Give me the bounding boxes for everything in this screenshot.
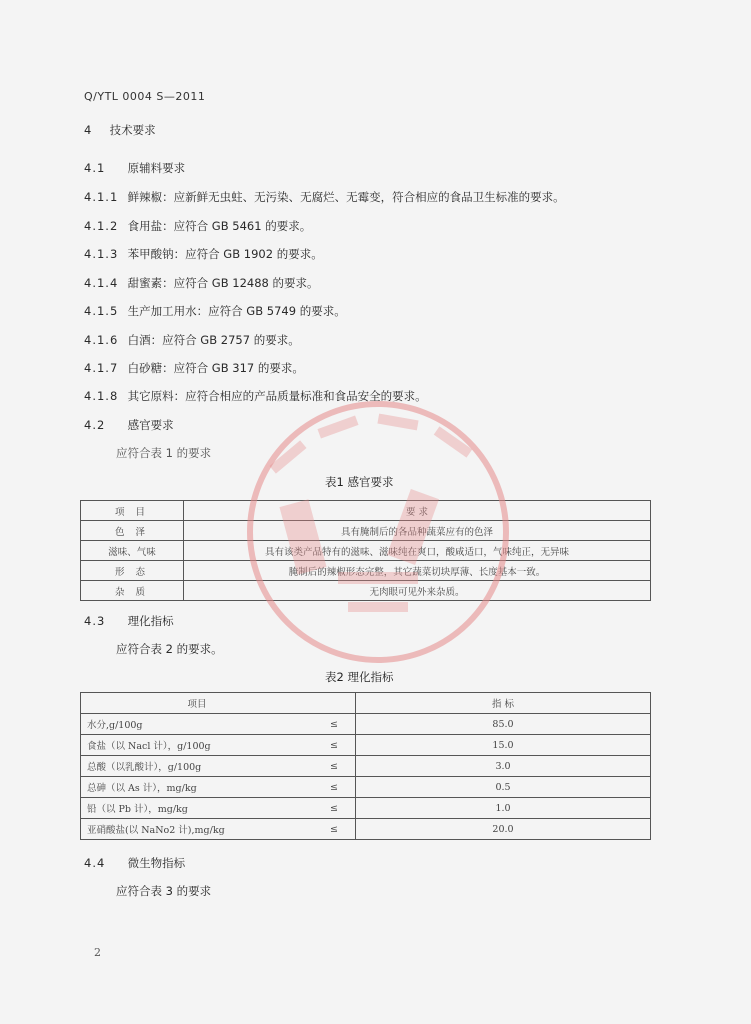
physicochemical-indicators-table bbox=[80, 692, 651, 840]
section-4-3-heading bbox=[84, 613, 174, 629]
section-number: 4.2 bbox=[84, 418, 106, 432]
indicator-cell: 水分,g/100g bbox=[81, 714, 314, 735]
clause-number: 4.1.6 bbox=[84, 333, 119, 347]
clause-number: 4.1.1 bbox=[84, 190, 119, 204]
clause-text: 苯甲酸钠：应符合 GB 1902 的要求。 bbox=[127, 247, 323, 261]
table-row bbox=[81, 541, 651, 561]
item-cell: 滋味、气味 bbox=[81, 541, 184, 561]
clause-4-1-3 bbox=[84, 246, 323, 262]
item-cell: 色 泽 bbox=[81, 521, 184, 541]
section-number: 4 bbox=[84, 123, 93, 137]
value-cell: 15.0 bbox=[356, 735, 651, 756]
clause-number: 4.1.8 bbox=[84, 389, 119, 403]
requirement-cell: 腌制后的辣椒形态完整，其它蔬菜切块厚薄、长度基本一致。 bbox=[184, 561, 651, 581]
clause-4-1-6 bbox=[84, 332, 300, 348]
section-title: 微生物指标 bbox=[127, 856, 186, 870]
clause-number: 4.1.4 bbox=[84, 276, 119, 290]
clause-4-1-2 bbox=[84, 218, 311, 234]
requirement-cell: 具有腌制后的各品种蔬菜应有的色泽 bbox=[184, 521, 651, 541]
table-row bbox=[81, 798, 651, 819]
clause-4-1-4 bbox=[84, 275, 319, 291]
operator-cell: ≤ bbox=[313, 756, 356, 777]
value-cell: 20.0 bbox=[356, 819, 651, 840]
value-cell: 85.0 bbox=[356, 714, 651, 735]
section-title: 原辅料要求 bbox=[127, 161, 186, 175]
clause-number: 4.1.5 bbox=[84, 304, 119, 318]
section-title: 技术要求 bbox=[109, 123, 156, 137]
clause-text: 白酒：应符合 GB 2757 的要求。 bbox=[127, 333, 300, 347]
section-number: 4.3 bbox=[84, 614, 106, 628]
sensory-requirements-table bbox=[80, 500, 651, 601]
standard-code: Q/YTL 0004 S—2011 bbox=[84, 90, 206, 103]
clause-text: 鲜辣椒：应新鲜无虫蛀、无污染、无腐烂、无霉变，符合相应的食品卫生标准的要求。 bbox=[127, 190, 565, 204]
indicator-cell: 总砷（以 As 计），mg/kg bbox=[81, 777, 314, 798]
table-row bbox=[81, 561, 651, 581]
operator-cell: ≤ bbox=[313, 735, 356, 756]
clause-4-1-5 bbox=[84, 303, 346, 319]
section-4-2-heading bbox=[84, 417, 174, 433]
section-4-4-heading bbox=[84, 855, 185, 871]
requirement-cell: 无肉眼可见外来杂质。 bbox=[184, 581, 651, 601]
header-cell: 指 标 bbox=[356, 693, 651, 714]
table-row bbox=[81, 735, 651, 756]
clause-4-1-8 bbox=[84, 388, 427, 404]
requirement-cell: 具有该类产品特有的滋味、滋味纯在爽口，酸咸适口，气味纯正，无异味 bbox=[184, 541, 651, 561]
section-number: 4.4 bbox=[84, 856, 106, 870]
value-cell: 0.5 bbox=[356, 777, 651, 798]
clause-text: 生产加工用水：应符合 GB 5749 的要求。 bbox=[127, 304, 346, 318]
section-4-4-text: 应符合表 3 的要求 bbox=[116, 884, 212, 898]
value-cell: 1.0 bbox=[356, 798, 651, 819]
indicator-cell: 亚硝酸盐(以 NaNo2 计),mg/kg bbox=[81, 819, 314, 840]
header-cell: 项目 bbox=[81, 693, 314, 714]
item-cell: 杂 质 bbox=[81, 581, 184, 601]
indicator-cell: 铅（以 Pb 计），mg/kg bbox=[81, 798, 314, 819]
table-row bbox=[81, 581, 651, 601]
header-cell: 要 求 bbox=[184, 501, 651, 521]
table-row bbox=[81, 756, 651, 777]
table-row bbox=[81, 714, 651, 735]
section-number: 4.1 bbox=[84, 161, 106, 175]
clause-text: 甜蜜素：应符合 GB 12488 的要求。 bbox=[127, 276, 319, 290]
operator-cell: ≤ bbox=[313, 798, 356, 819]
section-4-1-heading bbox=[84, 160, 185, 176]
header-cell bbox=[313, 693, 356, 714]
indicator-cell: 总酸（以乳酸计），g/100g bbox=[81, 756, 314, 777]
clause-number: 4.1.2 bbox=[84, 219, 119, 233]
clause-text: 其它原料：应符合相应的产品质量标准和食品安全的要求。 bbox=[127, 389, 427, 403]
table-header-row bbox=[81, 501, 651, 521]
clause-number: 4.1.3 bbox=[84, 247, 119, 261]
table-row bbox=[81, 819, 651, 840]
value-cell: 3.0 bbox=[356, 756, 651, 777]
item-cell: 形 态 bbox=[81, 561, 184, 581]
table-header-row bbox=[81, 693, 651, 714]
table2-caption: 表2 理化指标 bbox=[325, 670, 394, 684]
operator-cell: ≤ bbox=[313, 819, 356, 840]
section-title: 理化指标 bbox=[127, 614, 174, 628]
header-cell: 项 目 bbox=[81, 501, 184, 521]
clause-number: 4.1.7 bbox=[84, 361, 119, 375]
table1-caption: 表1 感官要求 bbox=[325, 475, 394, 489]
page-number: 2 bbox=[94, 946, 101, 959]
section-4-2-text: 应符合表 1 的要求 bbox=[116, 446, 212, 460]
operator-cell: ≤ bbox=[313, 777, 356, 798]
clause-4-1-1 bbox=[84, 189, 565, 205]
section-title: 感官要求 bbox=[127, 418, 174, 432]
section-4-heading bbox=[84, 122, 156, 138]
indicator-cell: 食盐（以 Nacl 计），g/100g bbox=[81, 735, 314, 756]
operator-cell: ≤ bbox=[313, 714, 356, 735]
section-4-3-text: 应符合表 2 的要求。 bbox=[116, 642, 223, 656]
clause-4-1-7 bbox=[84, 360, 304, 376]
clause-text: 白砂糖：应符合 GB 317 的要求。 bbox=[127, 361, 304, 375]
clause-text: 食用盐：应符合 GB 5461 的要求。 bbox=[127, 219, 312, 233]
table-row bbox=[81, 777, 651, 798]
table-row bbox=[81, 521, 651, 541]
